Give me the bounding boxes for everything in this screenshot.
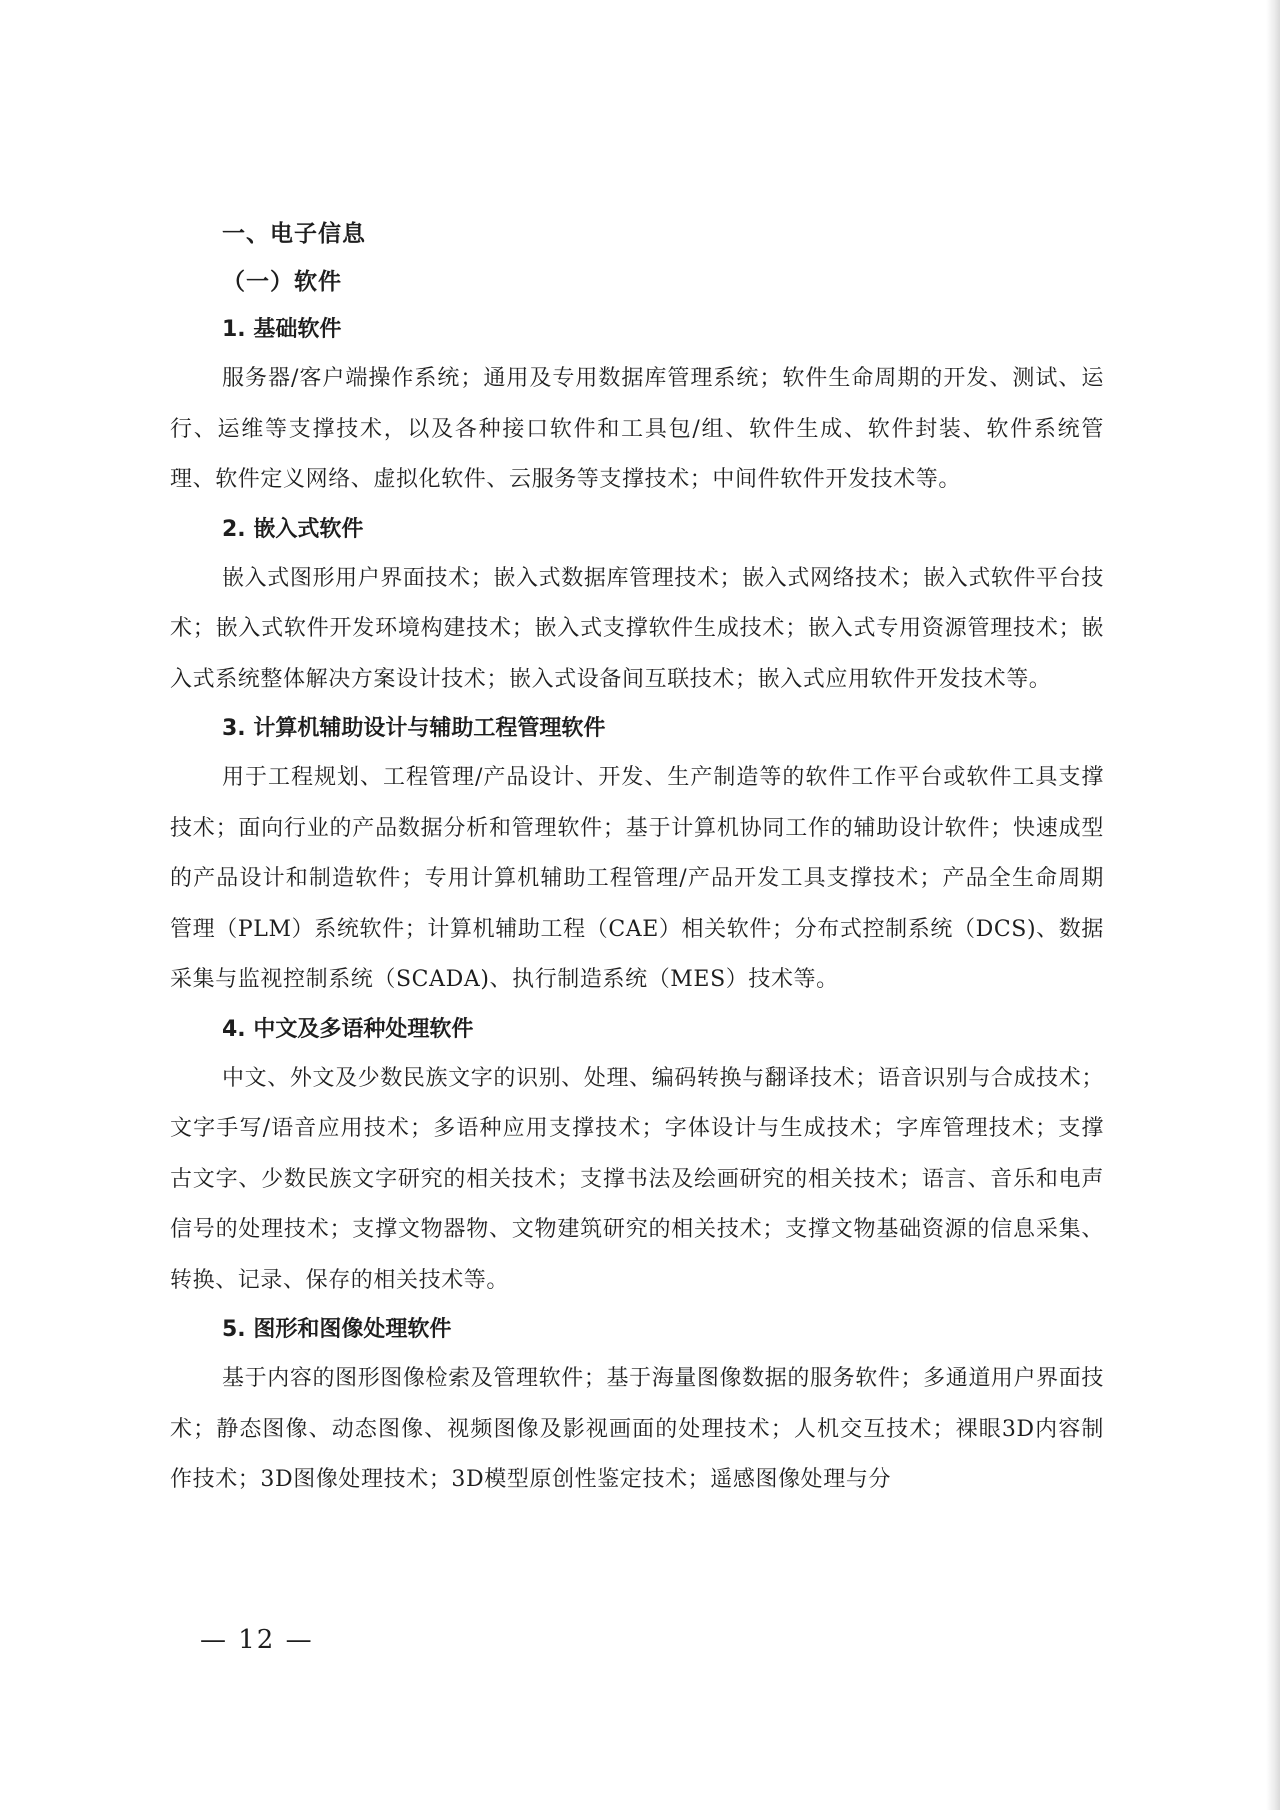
item-text-embedded-software: 嵌入式图形用户界面技术；嵌入式数据库管理技术；嵌入式网络技术；嵌入式软件平台技术；嵌入式软件开发环境构建技术；嵌入式支撑软件生成技术；嵌入式专用资源管理技术；嵌入式系统整体解决方案设计技术；嵌入式设备间互联技术；嵌入式应用软件开发技术等。	[170, 565, 1104, 692]
item-heading-basic-software: 1. 基础软件	[222, 317, 342, 342]
item-heading-language-software: 4. 中文及多语种处理软件	[222, 1016, 474, 1042]
item-text-language-software: 中文、外文及少数民族文字的识别、处理、编码转换与翻译技术；语音识别与合成技术；文字手写/语音应用技术；多语种应用支撑技术；字体设计与生成技术；字库管理技术；支撑古文字、少数民族文字研究的相关技术；支撑书法及绘画研究的相关技术；语言、音乐和电声信号的处理技术；支撑文物器物、文物建筑研究的相关技术；支撑文物基础资源的信息采集、转换、记录、保存的相关技术等。	[170, 1065, 1104, 1293]
item-heading-cad-cae-software: 3. 计算机辅助设计与辅助工程管理软件	[222, 716, 606, 741]
section-title: 一、电子信息	[222, 221, 366, 247]
item-text-cad-cae-software: 用于工程规划、工程管理/产品设计、开发、生产制造等的软件工作平台或软件工具支撑技术；面向行业的产品数据分析和管理软件；基于计算机协同工作的辅助设计软件；快速成型的产品设计和制造软件；专用计算机辅助工程管理/产品开发工具支撑技术；产品全生命周期管理（PLM）系统软件；计算机辅助工程（CAE）相关软件；分布式控制系统（DCS)、数据采集与监视控制系统（SCADA)、执行制造系统（MES）技术等。	[170, 765, 1104, 992]
document-body	[170, 210, 1104, 1506]
item-heading-graphics-software: 5. 图形和图像处理软件	[222, 1317, 452, 1342]
item-text-graphics-software: 基于内容的图形图像检索及管理软件；基于海量图像数据的服务软件；多通道用户界面技术；静态图像、动态图像、视频图像及影视画面的处理技术；人机交互技术；裸眼3D内容制作技术；3D图像处理技术；3D模型原创性鉴定技术；遥感图像处理与分	[170, 1366, 1104, 1492]
subsection-title: （一）软件	[222, 269, 342, 295]
item-text-basic-software: 服务器/客户端操作系统；通用及专用数据库管理系统；软件生命周期的开发、测试、运行、运维等支撑技术，以及各种接口软件和工具包/组、软件生成、软件封装、软件系统管理、软件定义网络、虚拟化软件、云服务等支撑技术；中间件软件开发技术等。	[170, 366, 1104, 492]
page-edge-shadow	[1266, 0, 1280, 1810]
item-heading-embedded-software: 2. 嵌入式软件	[222, 516, 364, 542]
page-number: — 12 —	[200, 1625, 314, 1655]
